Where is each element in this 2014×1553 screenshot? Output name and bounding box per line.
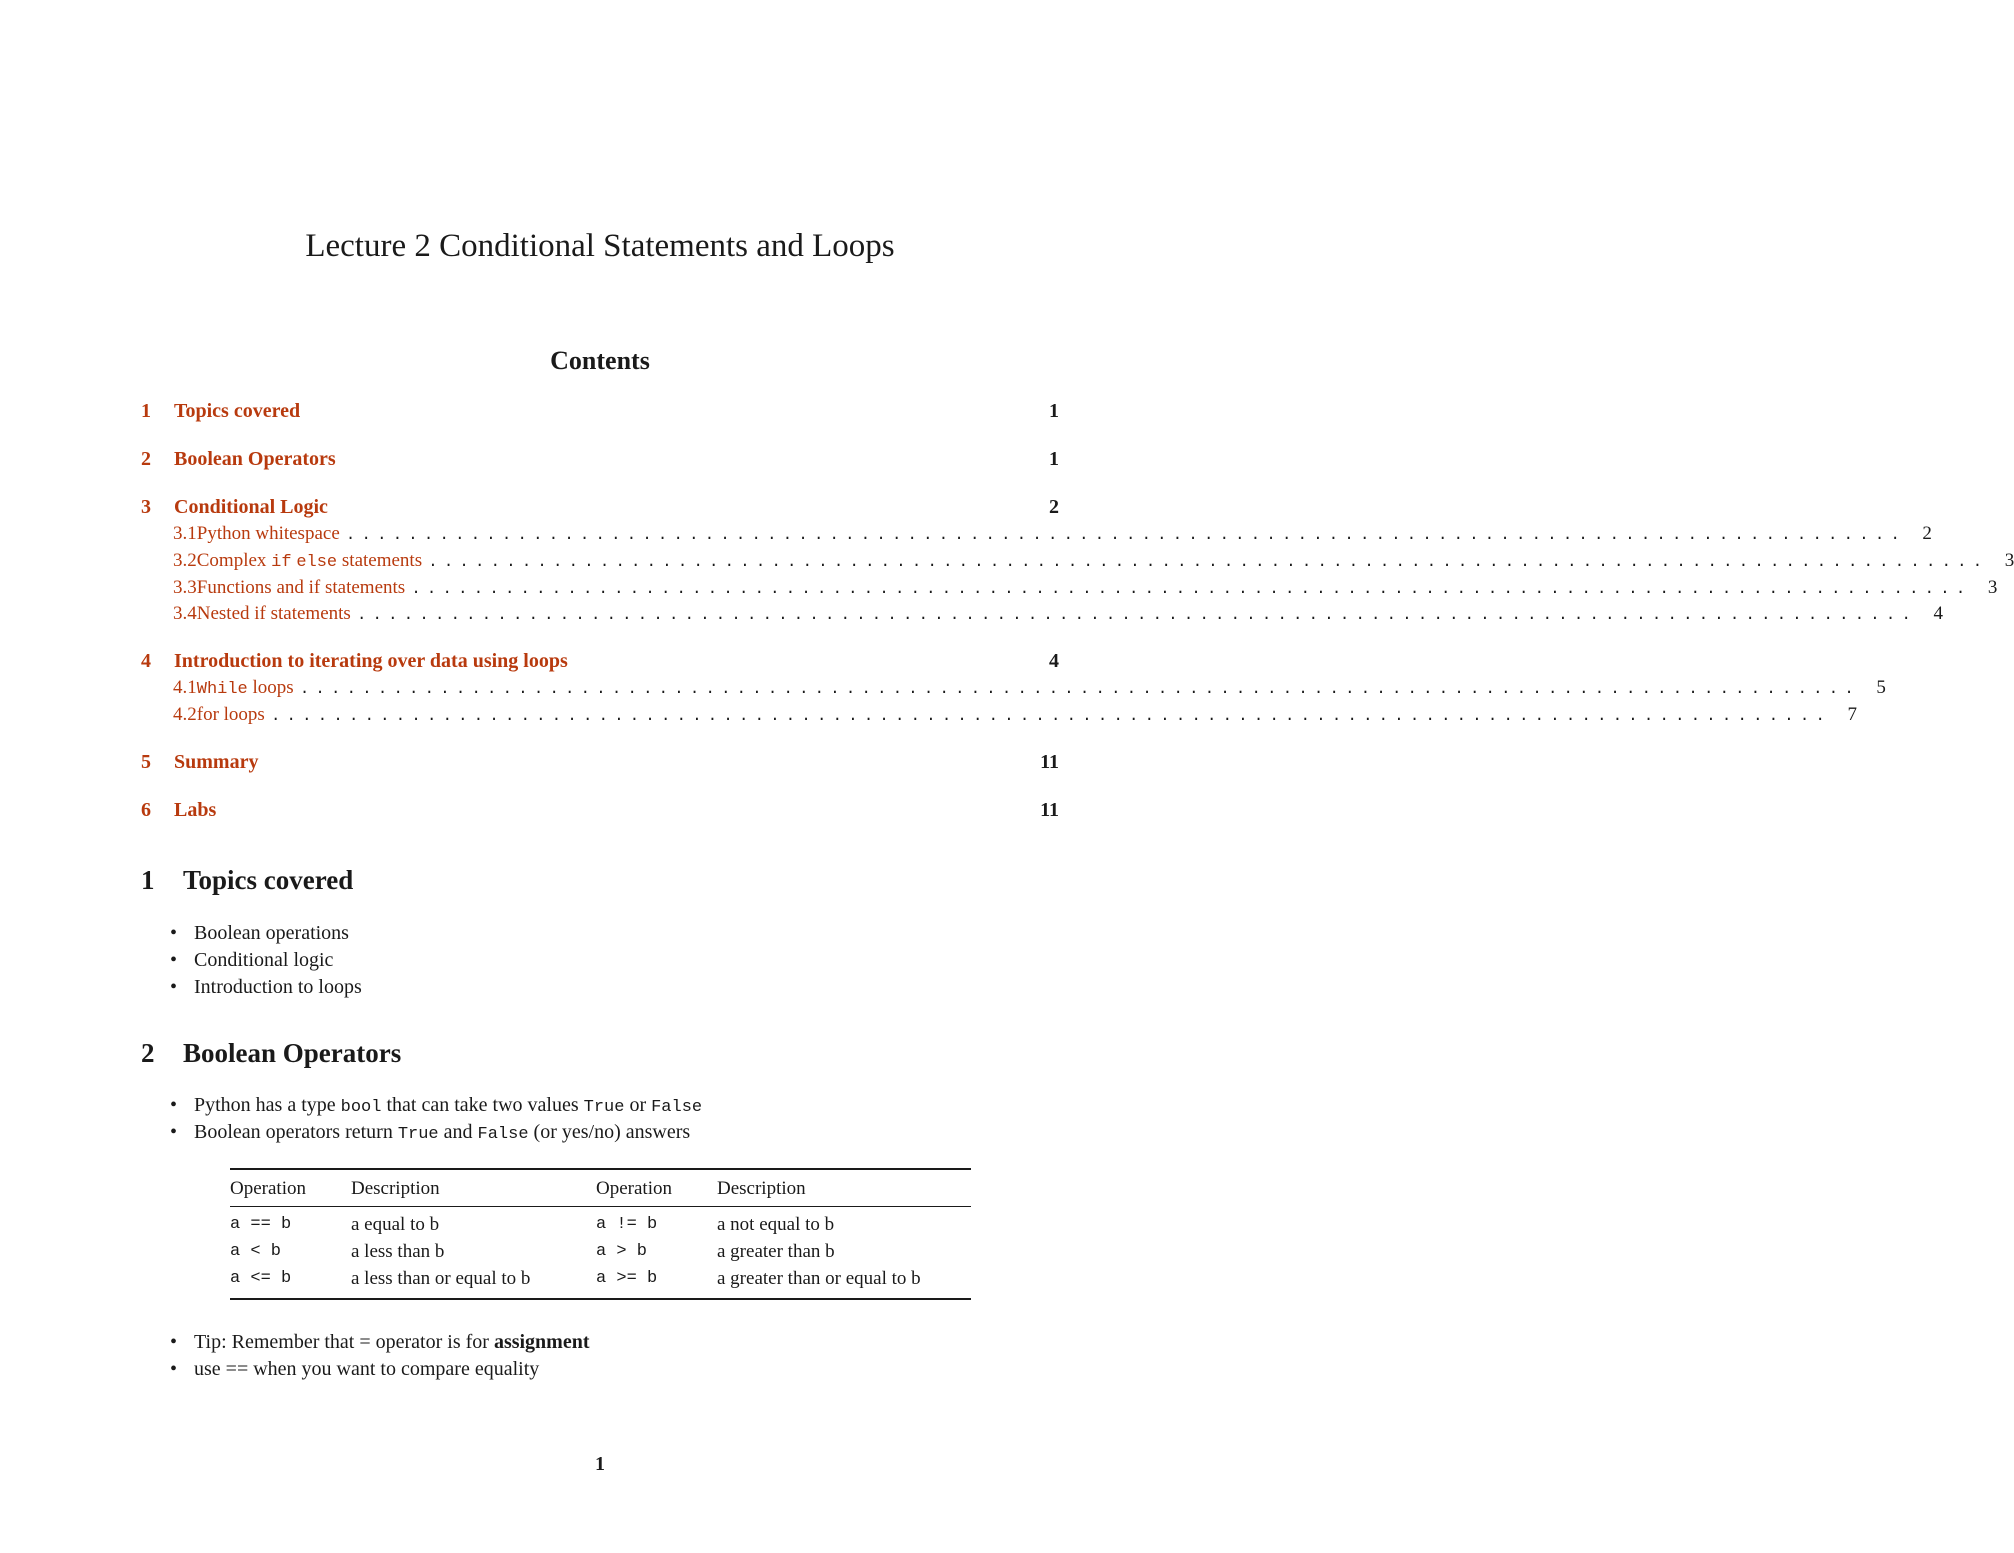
toc-label-text: Complex [196,550,272,571]
toc-entry-summary[interactable] [141,751,1059,777]
toc-label-text: statements [337,550,423,571]
toc-entry-nested-if[interactable] [141,603,1943,629]
section-heading-boolean-operators [141,1038,401,1069]
toc-label[interactable]: Conditional Logic [174,496,328,518]
toc-entry-boolean-operators[interactable] [141,448,1059,474]
text: Python has a type [194,1094,341,1116]
table-cell: a < b [230,1242,282,1261]
table-cell: a less than b [351,1240,445,1262]
toc-entry-labs[interactable] [141,799,1059,825]
toc-page: 3 [2004,550,2014,571]
toc-number: 3.1 [173,523,197,544]
toc-entry-complex-if-else[interactable] [141,550,2014,576]
list-item [170,1119,702,1146]
code: True [397,1125,439,1144]
toc-entry-iterating-loops[interactable] [141,650,1059,676]
toc-page: 11 [1040,799,1059,821]
toc-label[interactable]: Python whitespace [196,523,340,544]
column-header: Operation [230,1169,351,1207]
toc-label[interactable]: Nested if statements [196,603,351,624]
table-row [230,1207,971,1239]
table-cell: a greater than or equal to b [717,1267,921,1289]
toc-entry-conditional-logic[interactable] [141,496,1059,522]
list-item: • use == when you want to compare equality [170,1356,590,1383]
toc-leader-dots: .................................................................................................... [356,606,1917,624]
table-cell: a != b [596,1215,658,1234]
table-header-row [230,1169,971,1207]
toc-entry-topics-covered[interactable] [141,400,1059,426]
text: and [438,1121,478,1143]
toc-entry-for-loops[interactable] [141,704,1857,730]
toc-leader-dots: .................................................................................................... [428,553,1989,571]
list-item: • Boolean operations [170,920,362,947]
text: Tip: Remember that = operator is for [194,1331,494,1353]
toc-number: 3.3 [173,577,197,598]
toc-label-text: loops [247,677,294,698]
list-item: • Conditional logic [170,947,362,974]
table-cell: a <= b [230,1269,292,1288]
column-header: Description [717,1169,971,1207]
toc-label[interactable]: Introduction to iterating over data using loops [174,650,568,672]
table-cell: a >= b [596,1269,658,1288]
toc-label[interactable]: Topics covered [174,400,301,422]
text: (or yes/no) answers [528,1121,691,1143]
toc-leader-dots: .................................................................................................... [270,707,1831,725]
section-number: 2 [141,1038,155,1068]
list-item [170,1329,590,1356]
toc-page: 1 [1049,448,1059,470]
text: or [624,1094,652,1116]
page-number: 1 [595,1453,605,1475]
toc-number: 3.4 [173,603,197,624]
table-cell: a equal to b [351,1213,440,1235]
table-cell: a > b [596,1242,648,1261]
toc-label-code: else [296,553,338,572]
section-number: 1 [141,865,155,895]
toc-number: 6 [141,799,151,821]
bold-text: assignment [493,1331,590,1353]
toc-number: 4.2 [173,704,197,725]
table-cell: a not equal to b [717,1213,835,1235]
toc-number: 3 [141,496,151,518]
toc-page: 5 [1876,677,1886,698]
toc-number: 3.2 [173,550,197,571]
toc-number: 1 [141,400,151,422]
toc-leader-dots: .................................................................................................... [299,680,1860,698]
toc-page: 7 [1847,704,1857,725]
document-title: Lecture 2 Conditional Statements and Loops [305,228,895,264]
boolean-operators-table [230,1168,971,1300]
toc-number: 4.1 [173,677,197,698]
table-cell: a == b [230,1215,292,1234]
section-title: Topics covered [183,865,354,895]
table-row [230,1238,971,1265]
text: Boolean operators return [194,1121,398,1143]
toc-entry-python-whitespace[interactable] [141,523,1932,549]
toc-label[interactable]: Labs [174,799,217,821]
list-item [170,1092,702,1119]
section-title: Boolean Operators [183,1038,402,1068]
toc-page: 3 [1987,577,1998,598]
code: bool [340,1098,382,1117]
boolean-intro-list [170,1092,702,1146]
toc-label[interactable] [197,550,422,572]
toc-page: 2 [1922,523,1932,544]
contents-heading: Contents [550,346,650,375]
topics-list [170,920,362,1001]
toc-label[interactable]: Summary [174,751,259,773]
table-row [230,1265,971,1299]
tips-list [170,1329,590,1383]
code: True [583,1098,625,1117]
toc-label[interactable] [197,677,294,699]
toc-page: 4 [1049,650,1059,672]
toc-leader-dots: .................................................................................................... [411,580,1972,598]
toc-number: 2 [141,448,151,470]
toc-label-code: While [196,680,248,699]
toc-entry-functions-if[interactable] [141,577,1998,603]
toc-label[interactable]: Boolean Operators [174,448,336,470]
table-cell: a less than or equal to b [351,1267,531,1289]
section-heading-topics-covered [141,865,353,896]
toc-number: 4 [141,650,151,672]
toc-label[interactable]: for loops [196,704,265,725]
toc-label-code: if [271,553,292,572]
column-header: Operation [596,1169,717,1207]
column-header: Description [351,1169,596,1207]
toc-page: 11 [1040,751,1059,773]
toc-leader-dots: .................................................................................................... [345,526,1906,544]
table-cell: a greater than b [717,1240,835,1262]
toc-page: 4 [1933,603,1943,624]
toc-label[interactable]: Functions and if statements [196,577,406,598]
toc-page: 2 [1049,496,1059,518]
toc-entry-while-loops[interactable] [141,677,1886,703]
toc-number: 5 [141,751,151,773]
code: False [477,1125,529,1144]
list-item: • Introduction to loops [170,974,362,1001]
text: that can take two values [381,1094,584,1116]
toc-page: 1 [1049,400,1059,422]
code: False [651,1098,703,1117]
